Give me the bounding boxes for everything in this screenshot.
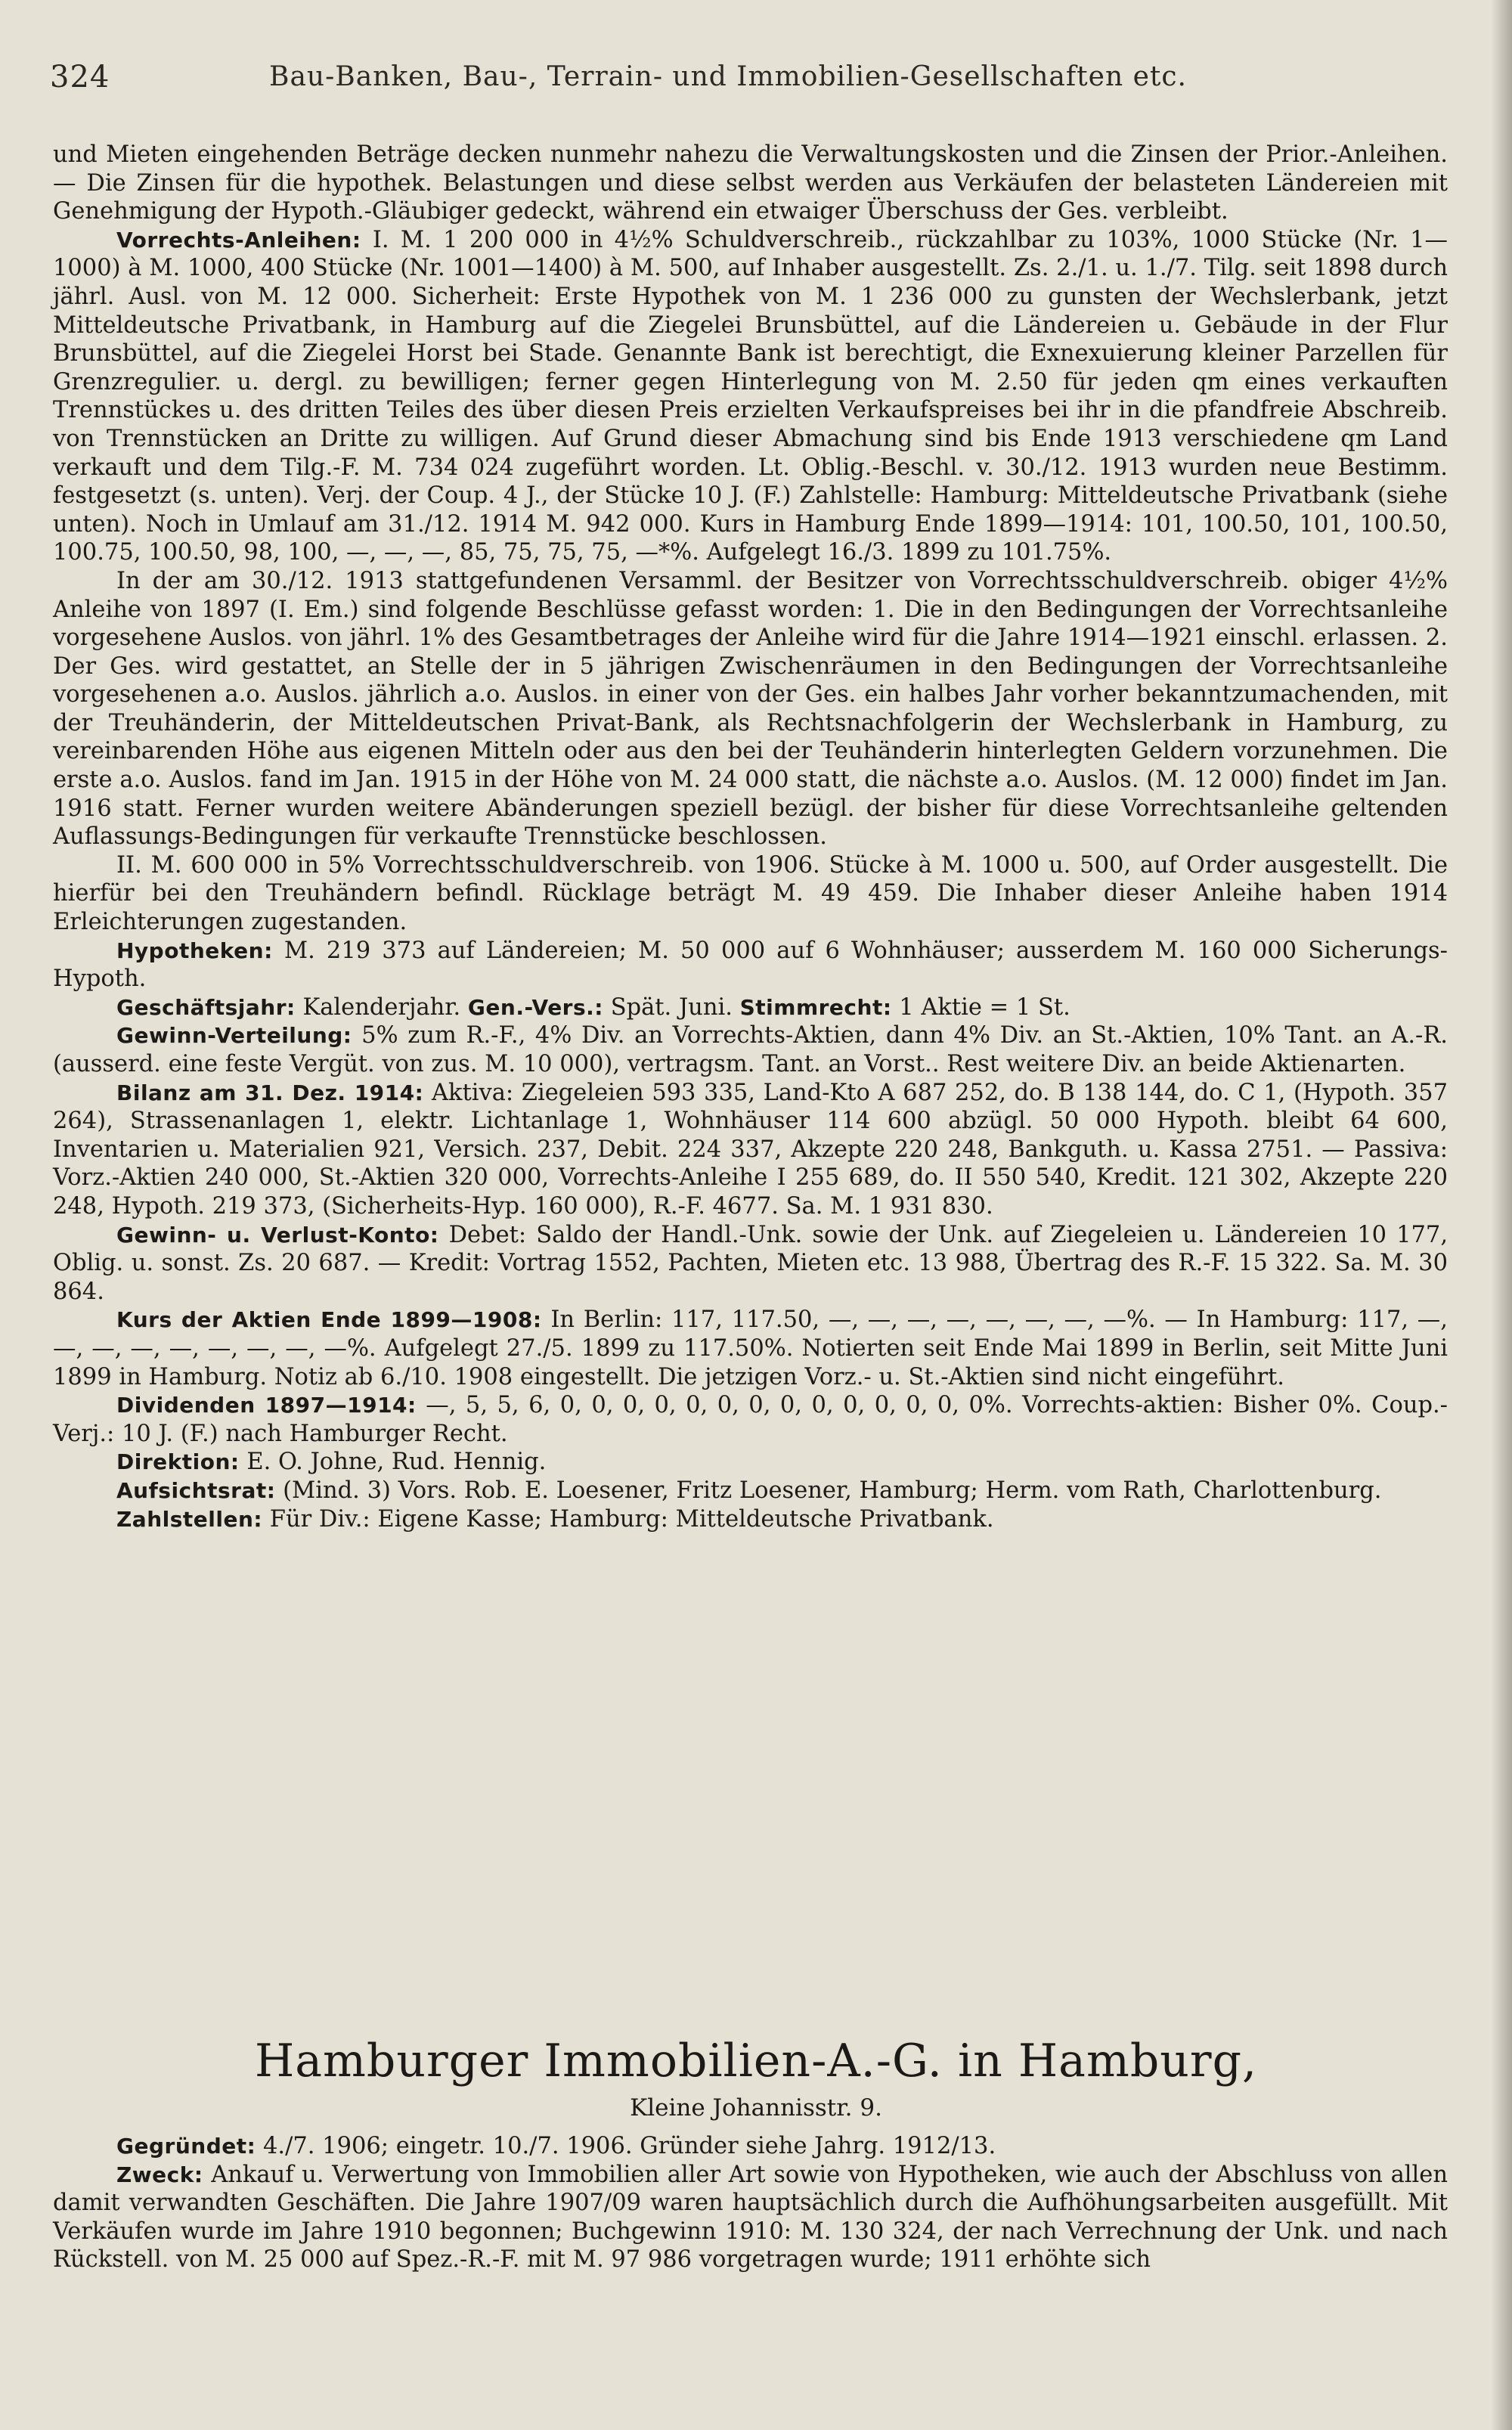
dividenden-label: Dividenden 1897—1914: [116, 1393, 417, 1418]
page-number: 324 [50, 60, 110, 95]
gewinn-verteilung-text: 5% zum R.-F., 4% Div. an Vorrechts-Aktien, dann 4% Div. an St.-Aktien, 10% Tant. an A.-R. (ausserd. eine feste Vergüt. von zus. M. 10 000), vertragsm. Tant. an Vorst.. Rest weitere Div. an beide Aktienarten. [53, 1022, 1448, 1077]
bilanz-text: Aktiva: Ziegeleien 593 335, Land-Kto A 687 252, do. B 138 144, do. C 1, (Hypoth. 357 264), Strassenanlagen 1, elektr. Lichtanlage 1, Wohnhäuser 114 600 abzügl. 50 000 Hypoth. bleibt 64 600, Inventarien u. Materialien 921, Versich. 237, Debit. 224 337, Akzepte 220 248, Bankguth. u. Kassa 2751. — Passiva: Vorz.-Aktien 240 000, St.-Aktien 320 000, Vorrechts-Anleihe I 255 689, do. II 550 540, Kredit. 121 302, Akzepte 220 248, Hypoth. 219 373, (Sicherheits-Hyp. 160 000), R.-F. 4677. Sa. M. 1 931 830. [53, 1079, 1448, 1220]
gen-vers-label: Gen.-Vers.: [467, 994, 603, 1020]
zahlstellen-paragraph [53, 1505, 1448, 1534]
intro-paragraph: und Mieten eingehenden Beträge decken nunmehr nahezu die Verwaltungskosten und die Zinsen der Prior.-Anleihen. — Die Zinsen für die hypothek. Belastungen und diese selbst werden aus Verkäufen der belasteten Ländereien mit Genehmigung der Hypoth.-Gläubiger gedeckt, während ein etwaiger Überschuss der Ges. verbleibt. [53, 141, 1448, 225]
kurs-label: Kurs der Aktien Ende 1899—1908: [116, 1307, 542, 1333]
anleihe-II-paragraph: II. M. 600 000 in 5% Vorrechtsschuldverschreib. von 1906. Stücke à M. 1000 u. 500, auf Order ausgestellt. Die hierfür bei den Treuhändern befindl. Rücklage beträgt M. 49 459. Die Inhaber dieser Anleihe haben 1914 Erleichterungen zugestanden. [53, 851, 1448, 936]
gegruendet-label: Gegründet: [116, 2134, 256, 2159]
direktion-label: Direktion: [116, 1449, 240, 1475]
zweck-paragraph [53, 2161, 1448, 2274]
gegruendet-text: 4./7. 1906; eingetr. 10./7. 1906. Gründer siehe Jahrg. 1912/13. [263, 2133, 996, 2159]
hypotheken-label: Hypotheken: [116, 938, 273, 963]
bilanz-label: Bilanz am 31. Dez. 1914: [116, 1080, 424, 1105]
geschaeftsjahr-text: Kalenderjahr. [302, 993, 461, 1021]
aufsichtsrat-text: (Mind. 3) Vors. Rob. E. Loesener, Fritz Loesener, Hamburg; Herm. vom Rath, Charlottenburg. [283, 1477, 1382, 1504]
zweck-text: Ankauf u. Verwertung von Immobilien aller Art sowie von Hypotheken, wie auch der Abschluss von allen damit verwandten Geschäften. Die Jahre 1907/09 waren hauptsächlich durch die Aufhöhungsarbeiten ausgefüllt. Mit Verkäufen wurde im Jahre 1910 begonnen; Buchgewinn 1910: M. 130 324, der nach Verrechnung der Unk. und nach Rückstell. von M. 25 000 auf Spez.-R.-F. mit M. 97 986 vorgetragen wurde; 1911 erhöhte sich [53, 2161, 1448, 2273]
gegruendet-paragraph [53, 2132, 1448, 2161]
company-heading: Hamburger Immobilien-A.-G. in Hamburg, [254, 2035, 1258, 2088]
running-title: Bau-Banken, Bau-, Terrain- und Immobilien-Gesellschaften etc. [269, 61, 1187, 92]
zahlstellen-label: Zahlstellen: [116, 1506, 263, 1532]
gewinn-verteilung-label: Gewinn-Verteilung: [116, 1023, 352, 1049]
gewinn-verlust-paragraph [53, 1221, 1448, 1306]
kurs-paragraph [53, 1306, 1448, 1391]
gewinn-verlust-label: Gewinn- u. Verlust-Konto: [116, 1222, 439, 1248]
bilanz-paragraph [53, 1079, 1448, 1221]
section-bau-gesellschaft-continued [53, 141, 1448, 1533]
direktion-text: E. O. Johne, Rud. Hennig. [246, 1449, 547, 1476]
section-hamburger-immobilien [53, 2132, 1448, 2274]
running-head [50, 54, 1421, 100]
gewinn-verlust-text: Debet: Saldo der Handl.-Unk. sowie der Unk. auf Ziegeleien u. Ländereien 10 177, Oblig. u. sonst. Zs. 20 687. — Kredit: Vortrag 1552, Pachten, Mieten etc. 13 988, Übertrag des R.-F. 15 322. Sa. M. 30 864. [53, 1221, 1448, 1305]
vorrechts-anleihen-paragraph [53, 226, 1448, 567]
geschaeftsjahr-paragraph [53, 993, 1448, 1022]
versammlung-paragraph: In der am 30./12. 1913 stattgefundenen Versamml. der Besitzer von Vorrechtsschuldverschreib. obiger 4½% Anleihe von 1897 (I. Em.) sind folgende Beschlüsse gefasst worden: 1. Die in den Bedingungen der Vorrechtsanleihe vorgesehene Auslos. von jährl. 1% des Gesamtbetrages der Anleihe wird für die Jahre 1914—1921 einschl. erlassen. 2. Der Ges. wird gestattet, an Stelle der in 5 jährigen Zwischenräumen in den Bedingungen der Vorrechtsanleihe vorgesehenen a.o. Auslos. jährlich a.o. Auslos. in einer von der Ges. ein halbes Jahr vorher bekanntzumachenden, mit der Treuhänderin, der Mitteldeutschen Privat-Bank, als Rechtsnachfolgerin der Wechslerbank in Hamburg, zu vereinbarenden Höhe aus eigenen Mitteln oder aus den bei der Teuhänderin hinterlegten Geldern vorzunehmen. Die erste a.o. Auslos. fand im Jan. 1915 in der Höhe von M. 24 000 statt, die nächste a.o. Auslos. (M. 12 000) findet im Jan. 1916 statt. Ferner wurden weitere Abänderungen speziell bezügl. der bisher für diese Vorrechtsanleihe geltenden Auflassungs-Bedingungen für verkaufte Trennstücke beschlossen. [53, 567, 1448, 851]
stimmrecht-text: 1 Aktie = 1 St. [899, 993, 1070, 1021]
aufsichtsrat-label: Aufsichtsrat: [116, 1477, 276, 1503]
stimmrecht-label: Stimmrecht: [739, 994, 892, 1020]
gewinn-verteilung-paragraph [53, 1021, 1448, 1078]
zweck-label: Zweck: [116, 2162, 203, 2187]
aufsichtsrat-paragraph [53, 1477, 1448, 1505]
zahlstellen-text: Für Div.: Eigene Kasse; Hamburg: Mitteldeutsche Privatbank. [269, 1505, 994, 1533]
gen-vers-text: Spät. Juni. [610, 993, 733, 1021]
vorrechts-anleihen-text: I. M. 1 200 000 in 4½% Schuldverschreib., rückzahlbar zu 103%, 1000 Stücke (Nr. 1—1000) à M. 1000, 400 Stücke (Nr. 1001—1400) à M. 500, auf Inhaber ausgestellt. Zs. 2./1. u. 1./7. Tilg. seit 1898 durch jährl. Ausl. von M. 12 000. Sicherheit: Erste Hypothek von M. 1 236 000 zu gunsten der Wechslerbank, jetzt Mitteldeutsche Privatbank, in Hamburg auf die Ziegelei Brunsbüttel, auf die Ländereien u. Gebäude in der Flur Brunsbüttel, auf die Ziegelei Horst bei Stade. Genannte Bank ist berechtigt, die Exnexuierung kleiner Parzellen für Grenzregulier. u. dergl. zu bewilligen; ferner gegen Hinterlegung von M. 2.50 für jeden qm eines verkauften Trennstückes u. des dritten Teiles des über diesen Preis erzielten Verkaufspreises bei ihr in die pfandfreie Abschreib. von Trennstücken an Dritte zu willigen. Auf Grund dieser Abmachung sind bis Ende 1913 verschiedene qm Land verkauft und dem Tilg.-F. M. 734 024 zugeführt worden. Lt. Oblig.-Beschl. v. 30./12. 1913 wurden neue Bestimm. festgesetzt (s. unten). Verj. der Coup. 4 J., der Stücke 10 J. (F.) Zahlstelle: Hamburg: Mitteldeutsche Privatbank (siehe unten). Noch in Umlauf am 31./12. 1914 M. 942 000. Kurs in Hamburg Ende 1899—1914: 101, 100.50, 101, 100.50, 100.75, 100.50, 98, 100, —, —, —, 85, 75, 75, 75, —*%. Aufgelegt 16./3. 1899 zu 101.75%. [53, 226, 1448, 566]
hypotheken-paragraph [53, 937, 1448, 993]
hypotheken-text: M. 219 373 auf Ländereien; M. 50 000 auf 6 Wohnhäuser; ausserdem M. 160 000 Sicherungs-Hypoth. [53, 937, 1448, 993]
dividenden-text: —, 5, 5, 6, 0, 0, 0, 0, 0, 0, 0, 0, 0, 0, 0, 0, 0, 0%. Vorrechts-aktien: Bisher 0%. Coup.-Verj.: 10 J. (F.) nach Hamburger Recht. [53, 1392, 1448, 1447]
direktion-paragraph [53, 1448, 1448, 1477]
company-address: Kleine Johannisstr. 9. [630, 2094, 882, 2122]
geschaeftsjahr-label: Geschäftsjahr: [116, 994, 296, 1020]
kurs-text: In Berlin: 117, 117.50, —, —, —, —, —, —, —, —%. — In Hamburg: 117, —, —, —, —, —, —, —, —, —%. Aufgelegt 27./5. 1899 zu 117.50%. Notierten seit Ende Mai 1899 in Berlin, seit Mitte Juni 1899 in Hamburg. Notiz ab 6./10. 1908 eingestellt. Die jetzigen Vorz.- u. St.-Aktien sind nicht eingeführt. [53, 1306, 1448, 1390]
vorrechts-anleihen-label: Vorrechts-Anleihen: [116, 227, 361, 253]
dividenden-paragraph [53, 1391, 1448, 1448]
